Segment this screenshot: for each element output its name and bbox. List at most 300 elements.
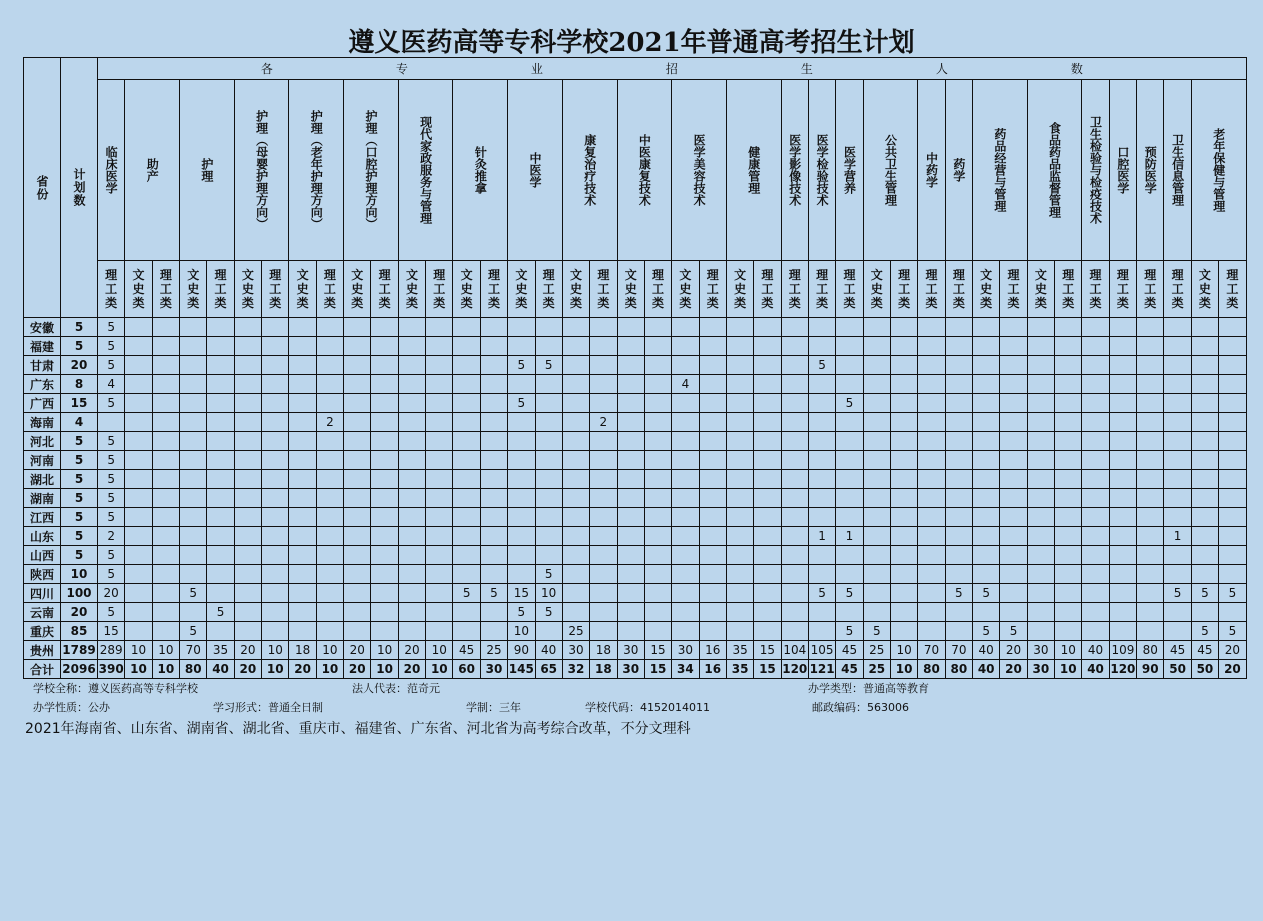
plan-cell: [863, 527, 890, 546]
subject-type-header: [863, 261, 890, 318]
plan-cell: [234, 318, 261, 337]
plan-cell: [344, 451, 371, 470]
plan-cell: [1027, 527, 1054, 546]
plan-cell: [863, 375, 890, 394]
plan-cell: 20: [98, 584, 125, 603]
plan-cell: [617, 603, 644, 622]
plan-cell: [699, 527, 726, 546]
plan-cell: [617, 527, 644, 546]
plan-cell: [863, 432, 890, 451]
plan-cell: [316, 584, 343, 603]
plan-cell: [316, 375, 343, 394]
subject-type-label: 理工类: [378, 268, 391, 310]
plan-cell: [426, 413, 453, 432]
subject-type-label: 理工类: [1007, 268, 1020, 310]
plan-cell: [863, 489, 890, 508]
plan-cell: [234, 565, 261, 584]
plan-cell: [152, 413, 179, 432]
province-header: [24, 58, 61, 318]
plan-cell: [1137, 432, 1164, 451]
plan-cell: 15: [508, 584, 535, 603]
plan-cell: [535, 413, 562, 432]
plan-cell: [1137, 318, 1164, 337]
plan-cell: [1082, 375, 1109, 394]
plan-cell: [973, 565, 1000, 584]
plan-cell: [152, 603, 179, 622]
plan-cell: [617, 508, 644, 527]
plan-cell: 40: [207, 660, 234, 679]
plan-cell: [262, 546, 289, 565]
plan-cell: [1191, 356, 1218, 375]
plan-cell: [590, 451, 617, 470]
plan-cell: 120: [781, 660, 808, 679]
plan-cell: [699, 603, 726, 622]
plan-cell: [644, 508, 671, 527]
plan-cell: 40: [973, 660, 1000, 679]
major-name: 医学检验技术: [815, 134, 830, 206]
subject-type-header: [1109, 261, 1136, 318]
plan-cell: [1191, 394, 1218, 413]
subject-type-header: [453, 261, 480, 318]
subject-type-label: 理工类: [597, 268, 610, 310]
plan-cell: [508, 527, 535, 546]
plan-cell: [125, 546, 152, 565]
plan-cell: [289, 622, 316, 641]
plan-cell: [945, 603, 972, 622]
plan-cell: [1082, 603, 1109, 622]
plan-cell: [562, 394, 589, 413]
plan-cell: [398, 489, 425, 508]
plan-cell: 5: [836, 394, 863, 413]
plan-cell: [1027, 432, 1054, 451]
plan-cell: 15: [98, 622, 125, 641]
subject-type-header: [262, 261, 289, 318]
plan-cell: [699, 375, 726, 394]
plan-cell: [1000, 451, 1027, 470]
plan-cell: [590, 603, 617, 622]
plan-cell: [808, 318, 835, 337]
plan-cell: [344, 508, 371, 527]
plan-cell: [863, 584, 890, 603]
major-name: 卫生信息管理: [1170, 134, 1185, 206]
plan-cell: [754, 451, 781, 470]
plan-cell: [1109, 622, 1136, 641]
plan-cell: [398, 546, 425, 565]
subject-type-header: [371, 261, 398, 318]
subject-type-label: 文史类: [679, 268, 692, 310]
plan-cell: [918, 622, 945, 641]
subject-type-header: [535, 261, 562, 318]
plan-cell: [180, 451, 207, 470]
plan-cell: [180, 356, 207, 375]
plan-cell: [562, 375, 589, 394]
plan-cell: 5: [98, 489, 125, 508]
province-row: [24, 356, 1247, 375]
plan-total: 5: [61, 432, 98, 451]
plan-cell: [1164, 546, 1191, 565]
major-header: [180, 80, 235, 261]
subject-type-label: 理工类: [788, 268, 801, 310]
plan-cell: [152, 546, 179, 565]
plan-cell: 70: [945, 641, 972, 660]
plan-cell: [1219, 451, 1247, 470]
plan-cell: [890, 375, 917, 394]
plan-cell: [1000, 318, 1027, 337]
plan-cell: [180, 489, 207, 508]
plan-cell: [699, 337, 726, 356]
subject-type-header: [890, 261, 917, 318]
plan-cell: 2: [590, 413, 617, 432]
plan-cell: 5: [98, 546, 125, 565]
subject-type-header: [1191, 261, 1218, 318]
plan-cell: [371, 546, 398, 565]
plan-cell: [1000, 508, 1027, 527]
plan-cell: 50: [1164, 660, 1191, 679]
plan-total: 4: [61, 413, 98, 432]
plan-cell: [781, 584, 808, 603]
plan-cell: [152, 375, 179, 394]
plan-cell: [180, 565, 207, 584]
plan-cell: [1137, 489, 1164, 508]
major-name: 现代家政服务与管理: [418, 116, 433, 224]
subject-type-label: 文史类: [1034, 268, 1047, 310]
plan-cell: 20: [234, 660, 261, 679]
subject-type-header: [973, 261, 1000, 318]
plan-cell: [207, 508, 234, 527]
province-header-label: 省份: [35, 174, 49, 201]
subject-type-header: [207, 261, 234, 318]
plan-cell: [726, 470, 753, 489]
plan-cell: [890, 508, 917, 527]
plan-cell: [125, 489, 152, 508]
plan-cell: [1109, 394, 1136, 413]
plan-cell: [590, 584, 617, 603]
plan-cell: [562, 318, 589, 337]
province-name: 广西: [24, 394, 61, 413]
plan-cell: [973, 451, 1000, 470]
plan-cell: 20: [398, 641, 425, 660]
plan-cell: [754, 622, 781, 641]
plan-cell: 10: [535, 584, 562, 603]
plan-cell: [836, 546, 863, 565]
subject-type-header: [1027, 261, 1054, 318]
plan-cell: 40: [1082, 641, 1109, 660]
plan-cell: 10: [316, 641, 343, 660]
plan-cell: [180, 337, 207, 356]
subject-type-label: 理工类: [1116, 268, 1129, 310]
plan-cell: [890, 413, 917, 432]
plan-cell: [617, 546, 644, 565]
plan-cell: [945, 546, 972, 565]
plan-cell: [344, 527, 371, 546]
plan-cell: [617, 394, 644, 413]
major-header: [836, 80, 863, 261]
plan-cell: [535, 318, 562, 337]
subject-type-label: 文史类: [624, 268, 637, 310]
plan-cell: [562, 356, 589, 375]
province-row: [24, 508, 1247, 527]
plan-cell: [726, 489, 753, 508]
subject-type-header: [699, 261, 726, 318]
plan-cell: [781, 337, 808, 356]
plan-cell: [125, 451, 152, 470]
plan-cell: [453, 489, 480, 508]
plan-cell: [1082, 489, 1109, 508]
all-majors-header-char: 数: [1070, 62, 1083, 76]
plan-cell: [973, 527, 1000, 546]
plan-cell: [316, 546, 343, 565]
subject-type-label: 文史类: [980, 268, 993, 310]
plan-cell: [1191, 375, 1218, 394]
plan-cell: 25: [480, 641, 507, 660]
plan-cell: 5: [863, 622, 890, 641]
plan-cell: [1109, 489, 1136, 508]
plan-cell: 5: [207, 603, 234, 622]
plan-cell: 30: [1027, 660, 1054, 679]
plan-cell: [508, 337, 535, 356]
plan-cell: [207, 622, 234, 641]
plan-cell: [672, 546, 699, 565]
plan-cell: 121: [808, 660, 835, 679]
plan-cell: 5: [98, 432, 125, 451]
plan-cell: [781, 394, 808, 413]
subject-type-header: [754, 261, 781, 318]
plan-cell: [890, 565, 917, 584]
plan-cell: [836, 375, 863, 394]
plan-cell: [973, 470, 1000, 489]
plan-cell: 10: [262, 641, 289, 660]
plan-cell: 1: [808, 527, 835, 546]
plan-cell: [1000, 603, 1027, 622]
plan-cell: [316, 565, 343, 584]
plan-cell: [973, 546, 1000, 565]
subject-type-header: [180, 261, 207, 318]
plan-cell: [426, 546, 453, 565]
plan-cell: [863, 394, 890, 413]
subject-type-label: 理工类: [925, 268, 938, 310]
plan-cell: [262, 451, 289, 470]
subject-type-label: 理工类: [105, 268, 118, 310]
major-name: 康复治疗技术: [582, 134, 597, 206]
plan-cell: [1082, 622, 1109, 641]
plan-cell: [781, 432, 808, 451]
plan-cell: [371, 565, 398, 584]
plan-cell: [1137, 603, 1164, 622]
plan-cell: [918, 394, 945, 413]
plan-cell: 5: [180, 622, 207, 641]
plan-cell: 80: [945, 660, 972, 679]
plan-cell: [344, 470, 371, 489]
plan-cell: [1109, 546, 1136, 565]
plan-cell: 5: [808, 584, 835, 603]
plan-cell: 5: [98, 508, 125, 527]
plan-cell: [262, 565, 289, 584]
plan-cell: [535, 527, 562, 546]
plan-cell: [535, 432, 562, 451]
subject-type-header: [1137, 261, 1164, 318]
plan-cell: [781, 603, 808, 622]
plan-cell: [781, 527, 808, 546]
plan-cell: [1191, 413, 1218, 432]
subject-type-header: [426, 261, 453, 318]
plan-cell: [1164, 489, 1191, 508]
subject-type-label: 理工类: [323, 268, 336, 310]
plan-cell: [1219, 394, 1247, 413]
school-nature: 办学性质：公办: [33, 701, 110, 714]
plan-cell: [371, 622, 398, 641]
plan-cell: 25: [562, 622, 589, 641]
plan-cell: [863, 413, 890, 432]
plan-cell: [754, 356, 781, 375]
plan-cell: [781, 413, 808, 432]
plan-cell: [945, 337, 972, 356]
plan-cell: [1055, 451, 1082, 470]
subject-type-label: 文史类: [460, 268, 473, 310]
plan-cell: [398, 451, 425, 470]
plan-cell: 20: [1219, 641, 1247, 660]
plan-cell: [508, 546, 535, 565]
province-row: [24, 603, 1247, 622]
plan-cell: 18: [590, 641, 617, 660]
plan-cell: [152, 432, 179, 451]
plan-cell: 10: [426, 660, 453, 679]
major-header: [617, 80, 672, 261]
plan-cell: [590, 356, 617, 375]
plan-cell: [1027, 508, 1054, 527]
plan-cell: [508, 318, 535, 337]
plan-cell: 10: [371, 660, 398, 679]
major-header: [508, 80, 563, 261]
plan-cell: [754, 337, 781, 356]
plan-cell: [836, 356, 863, 375]
study-duration: 学制：三年: [466, 701, 521, 714]
province-name: 河北: [24, 432, 61, 451]
plan-cell: [836, 565, 863, 584]
plan-cell: [125, 470, 152, 489]
major-header: [808, 80, 835, 261]
plan-cell: 15: [754, 660, 781, 679]
plan-cell: [863, 318, 890, 337]
plan-cell: [808, 565, 835, 584]
subject-type-label: 理工类: [1144, 268, 1157, 310]
plan-cell: [508, 565, 535, 584]
plan-cell: [344, 489, 371, 508]
plan-cell: 5: [535, 565, 562, 584]
plan-cell: 20: [234, 641, 261, 660]
plan-cell: 60: [453, 660, 480, 679]
plan-cell: [590, 337, 617, 356]
plan-cell: [590, 622, 617, 641]
plan-cell: [754, 432, 781, 451]
subject-type-header: [617, 261, 644, 318]
plan-cell: [1137, 584, 1164, 603]
plan-cell: [371, 375, 398, 394]
plan-cell: [398, 565, 425, 584]
plan-cell: [699, 508, 726, 527]
plan-cell: [617, 413, 644, 432]
plan-cell: [1109, 356, 1136, 375]
postal-code: 邮政编码：563006: [812, 701, 909, 714]
plan-cell: [590, 527, 617, 546]
plan-cell: [973, 413, 1000, 432]
plan-cell: [398, 337, 425, 356]
subject-type-label: 理工类: [1171, 268, 1184, 310]
plan-cell: [1219, 375, 1247, 394]
plan-cell: 45: [1164, 641, 1191, 660]
plan-cell: [836, 337, 863, 356]
plan-cell: [453, 622, 480, 641]
province-row: [24, 337, 1247, 356]
plan-cell: [973, 337, 1000, 356]
plan-cell: [480, 622, 507, 641]
province-name: 湖北: [24, 470, 61, 489]
plan-cell: [562, 584, 589, 603]
plan-count-header-label: 计划数: [72, 168, 86, 207]
plan-cell: [508, 413, 535, 432]
plan-cell: [836, 432, 863, 451]
plan-cell: [1219, 470, 1247, 489]
plan-cell: [973, 508, 1000, 527]
plan-cell: [808, 451, 835, 470]
plan-cell: [152, 318, 179, 337]
major-name: 中药学: [924, 152, 939, 188]
plan-cell: [262, 337, 289, 356]
plan-cell: 80: [180, 660, 207, 679]
plan-cell: [180, 527, 207, 546]
plan-cell: [398, 470, 425, 489]
plan-cell: [808, 508, 835, 527]
plan-cell: [125, 584, 152, 603]
plan-cell: 25: [863, 641, 890, 660]
plan-cell: [836, 318, 863, 337]
legal-representative: 法人代表：范奇元: [352, 682, 440, 695]
plan-cell: [699, 489, 726, 508]
total-row: [24, 660, 1247, 679]
plan-cell: [480, 470, 507, 489]
plan-cell: 5: [1191, 622, 1218, 641]
subject-type-header: [836, 261, 863, 318]
major-header: [973, 80, 1028, 261]
all-majors-header-char: 生: [800, 62, 813, 76]
plan-cell: [234, 489, 261, 508]
plan-cell: [918, 584, 945, 603]
plan-cell: [918, 337, 945, 356]
plan-cell: [1191, 432, 1218, 451]
plan-cell: [234, 451, 261, 470]
plan-cell: [453, 318, 480, 337]
plan-cell: [754, 603, 781, 622]
plan-cell: [125, 508, 152, 527]
plan-cell: [535, 546, 562, 565]
plan-cell: [180, 394, 207, 413]
plan-cell: [207, 413, 234, 432]
subject-type-label: 理工类: [542, 268, 555, 310]
province-name: 广东: [24, 375, 61, 394]
province-row: [24, 641, 1247, 660]
plan-cell: [98, 413, 125, 432]
plan-cell: [1082, 432, 1109, 451]
major-header: [1082, 80, 1109, 261]
plan-cell: [344, 394, 371, 413]
plan-cell: 5: [945, 584, 972, 603]
plan-cell: [1137, 622, 1164, 641]
plan-cell: [453, 432, 480, 451]
plan-cell: [973, 432, 1000, 451]
plan-cell: [262, 622, 289, 641]
major-header: [289, 80, 344, 261]
subject-type-header: [918, 261, 945, 318]
plan-cell: [480, 432, 507, 451]
